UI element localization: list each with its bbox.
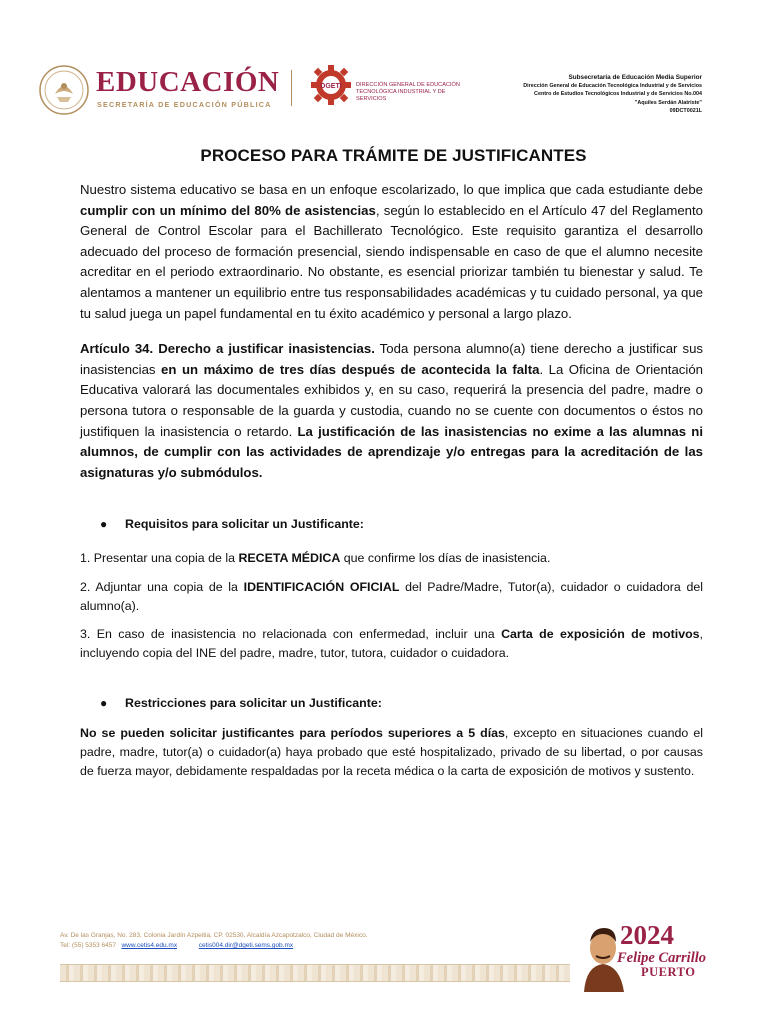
- bullet-icon: ●: [100, 517, 108, 532]
- item-text: 1. Presentar una copia de la: [80, 551, 239, 566]
- paragraph-emphasis: en un máximo de tres días después de acontecida la falta: [161, 361, 540, 377]
- requirement-item-1: [80, 549, 703, 568]
- item-text: del Padre/Madre, Tutor(a), cuidador o cuidadora del alumno(a).: [80, 579, 703, 613]
- article-heading: Artículo 34. Derecho a justificar inasistencias.: [80, 341, 375, 357]
- header-divider: [291, 70, 292, 106]
- dgeti-label: [356, 82, 466, 103]
- item-emphasis: Carta de exposición de motivos: [501, 627, 700, 642]
- year-logo: 2024: [620, 920, 674, 950]
- institution-line: 09DCT0021L: [669, 107, 702, 114]
- paragraph-text: . La Oficina de Orientación Educativa valorará las documentales exhibidos y, en su caso, requerirá la presencia del padre, madre o persona tutora o responsable de la guarda y custodia, cuando no se cuente con documentos o éstos no justifiquen la inasistencia o retardo.: [80, 361, 703, 439]
- paragraph-emphasis: cumplir con un mínimo del 80% de asistencias: [80, 202, 376, 218]
- paragraph-text: , excepto en situaciones cuando el padre, madre, tutor(a) o cuidador(a) haya probado que esté hospitalizado, privado de su libertad, o por causas de fuerza mayor, debidamente respaldadas por la receta médica o la carta de exposición de motivos y sustento.: [80, 726, 703, 779]
- national-emblem-icon: [38, 64, 90, 116]
- intro-paragraph: [80, 180, 703, 324]
- brand-subtitle: SECRETARÍA DE EDUCACIÓN PÚBLICA: [97, 100, 272, 109]
- item-text: que confirme los días de inasistencia.: [340, 551, 551, 566]
- requirement-item-3: [80, 625, 703, 662]
- institution-line: Dirección General de Educación Tecnológica Industrial y de Servicios: [523, 83, 702, 90]
- section-heading-text: Restricciones para solicitar un Justificante:: [125, 696, 382, 711]
- section-heading-text: Requisitos para solicitar un Justificante:: [125, 517, 364, 532]
- gear-text: DGETI: [320, 83, 342, 90]
- restrictions-paragraph: [80, 724, 703, 781]
- item-text: 3. En caso de inasistencia no relacionada con enfermedad, incluir una: [80, 627, 502, 642]
- footer-contact: [60, 942, 293, 949]
- document-body: [80, 146, 703, 781]
- footer-address: Av. De las Granjas, No. 283, Colonia Jardín Azpeitia, CP. 02530, Alcaldía Azcapotzalco, Ciudad de México.: [60, 932, 368, 939]
- item-text: , incluyendo copia del INE del padre, madre, tutor, tutora, cuidador o cuidadora.: [80, 627, 703, 660]
- dgeti-line-2: TECNOLÓGICA INDUSTRIAL Y DE SERVICIOS: [356, 89, 446, 102]
- requirement-item-2: [80, 578, 703, 615]
- article-34-paragraph: [80, 339, 703, 483]
- institution-line: Subsecretaría de Educación Media Superior: [568, 74, 702, 81]
- dgeti-line-1: DIRECCIÓN GENERAL DE EDUCACIÓN: [356, 82, 460, 88]
- page-header: [0, 0, 768, 140]
- email-link[interactable]: cetis004.dir@dgeti.sems.gob.mx: [198, 942, 294, 949]
- paragraph-text: Toda persona alumno(a) tiene derecho a justificar sus inasistencias: [80, 341, 704, 377]
- item-text: 2. Adjuntar una copia de la: [80, 579, 244, 594]
- brand-title: EDUCACIÓN: [96, 66, 280, 98]
- felipe-carrillo-text: Felipe Carrillo: [617, 950, 707, 966]
- page-footer: [0, 920, 768, 1024]
- decorative-band: [60, 964, 570, 982]
- website-link[interactable]: www.cetis4.edu.mx: [121, 942, 178, 949]
- paragraph-text: , según lo establecido en el Artículo 47 del Reglamento General de Control Escolar para el Bachillerato Tecnológico. Este requisito garantiza el desarrollo adecuado del proceso de formación presencial, siendo indispensable en caso de que el alumno necesite acreditar en el periodo extraordinario. No obstante, es esencial priorizar también tu bienestar y salud. Te alentamos a mantener un equilibrio entre tus responsabilidades académicas y tu cuidado personal, ya que tu salud juega un papel fundamental en tu éxito académico y personal a largo plazo.: [80, 202, 703, 321]
- dgeti-gear-icon: [310, 64, 352, 106]
- footer-phone: Tel: (55) 5353 6457: [60, 942, 117, 949]
- paragraph-emphasis: La justificación de las inasistencias no exime a las alumnas ni alumnos, de cumplir con las actividades de aprendizaje y/o entregas para la acreditación de las asignaturas y/o submódulos.: [80, 423, 704, 480]
- restrictions-heading: [80, 696, 703, 710]
- institution-info: [523, 74, 702, 115]
- paragraph-emphasis: No se pueden solicitar justificantes para períodos superiores a 5 días: [80, 726, 505, 741]
- item-emphasis: RECETA MÉDICA: [238, 551, 341, 566]
- document-title: PROCESO PARA TRÁMITE DE JUSTIFICANTES: [200, 146, 587, 165]
- requirements-heading: [80, 517, 703, 531]
- institution-line: Centro de Estudios Tecnológicos Industrial y de Servicios No.004: [534, 91, 702, 98]
- puerto-text: PUERTO: [641, 965, 696, 979]
- item-emphasis: IDENTIFICACIÓN OFICIAL: [243, 579, 400, 594]
- paragraph-text: Nuestro sistema educativo se basa en un enfoque escolarizado, lo que implica que cada estudiante debe: [80, 182, 703, 197]
- institution-line: "Aquiles Serdán Alatriste": [634, 99, 702, 106]
- bullet-icon: ●: [100, 696, 108, 711]
